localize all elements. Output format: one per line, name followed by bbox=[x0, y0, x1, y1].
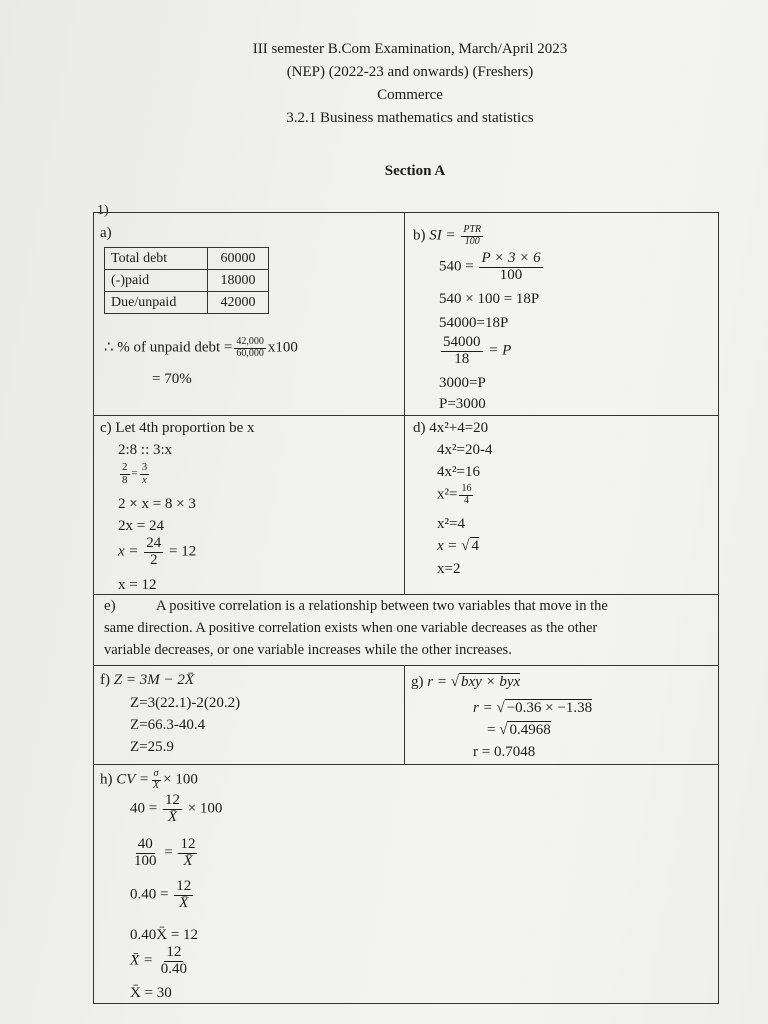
table-row: Total debt 60000 bbox=[105, 248, 269, 270]
answer-h-line-2: 40 = $\frac{12}{X̄}$ × 100 bbox=[130, 792, 223, 825]
header-line-1: III semester B.Com Examination, March/April 2023 bbox=[252, 41, 568, 57]
answer-a-result: = 70% bbox=[152, 371, 192, 387]
answer-b-line-7: P=3000 bbox=[439, 396, 486, 412]
answer-g-line-1: g) r = √ bxy × byx bbox=[411, 674, 521, 690]
answer-h-line-6: X̄ = $\frac{12}{0.40}$ bbox=[130, 944, 188, 977]
answer-b-line-3: 540 × 100 = 18P bbox=[439, 291, 540, 307]
answer-h-cell bbox=[93, 764, 719, 1004]
answer-h-line-3: $\frac{40}{100}$ = $\frac{12}{X̄}$ bbox=[134, 836, 196, 869]
answer-c-line-5: 2x = 24 bbox=[118, 518, 164, 534]
answer-c-line-1: c) Let 4th proportion be x bbox=[100, 420, 255, 436]
debt-table bbox=[104, 247, 269, 314]
answer-b-line-1: b) SI = $\frac{\text{PTR}}{100}$ bbox=[413, 224, 482, 247]
answer-e-line-2: same direction. A positive correlation exists when one variable decreases as the other bbox=[104, 620, 598, 636]
answer-c-line-6: x = $\frac{24}{2}$ = 12 bbox=[118, 535, 197, 568]
answer-d-line-5: x²=4 bbox=[437, 516, 465, 532]
answer-b-line-2: 540 = $\frac{P \times 3 \times 6}{100}$ bbox=[439, 250, 541, 283]
answer-d-cell bbox=[404, 415, 719, 595]
answer-b-line-6: 3000=P bbox=[439, 375, 486, 391]
answer-d-line-6: x = √ 4 bbox=[437, 538, 480, 554]
answer-c-line-4: 2 × x = 8 × 3 bbox=[118, 496, 196, 512]
answer-b-cell bbox=[404, 212, 719, 416]
answer-h-line-1: h) CV = $\frac{\sigma}{X̄}$ × 100 bbox=[100, 768, 198, 791]
table-row: (-)paid 18000 bbox=[105, 270, 269, 292]
header-line-2: (NEP) (2022-23 and onwards) (Freshers) bbox=[286, 64, 534, 80]
answer-a-label: a) bbox=[100, 225, 112, 241]
section-title: Section A bbox=[384, 163, 446, 179]
answer-h-line-7: X̄ = 30 bbox=[130, 985, 172, 1001]
question-number: 1) bbox=[97, 203, 109, 218]
answer-c-line-3: $\frac{2}{8}$ = $\frac{3}{x}$ bbox=[122, 461, 148, 486]
answer-f-line-3: Z=66.3-40.4 bbox=[130, 717, 206, 733]
answer-d-line-1: d) 4x²+4=20 bbox=[413, 420, 489, 436]
table-row: Due/unpaid 42000 bbox=[105, 292, 269, 314]
answer-g-line-2: r = √ −0.36 × −1.38 bbox=[473, 700, 593, 716]
answer-d-line-4: x²= $\frac{16}{4}$ bbox=[437, 483, 472, 506]
answer-f-line-1: f) Z = 3M − 2X̄ bbox=[100, 672, 194, 688]
answer-d-line-2: 4x²=20-4 bbox=[437, 442, 493, 458]
answer-d-line-3: 4x²=16 bbox=[437, 464, 480, 480]
answer-c-cell bbox=[93, 415, 405, 595]
answer-f-line-4: Z=25.9 bbox=[130, 739, 174, 755]
answer-c-line-2: 2:8 :: 3:x bbox=[118, 442, 173, 458]
answer-b-line-5: $\frac{54000}{18}$ = P bbox=[443, 334, 512, 367]
answer-grid bbox=[93, 212, 719, 1004]
answer-g-line-4: r = 0.7048 bbox=[473, 744, 536, 760]
exam-header bbox=[170, 38, 650, 130]
answer-a-percent-line: ∴ % of unpaid debt = $\frac{42,000}{60,000}$ x100 bbox=[104, 336, 298, 359]
answer-a-cell bbox=[93, 212, 405, 416]
answer-c-line-7: x = 12 bbox=[118, 577, 157, 593]
answer-f-line-2: Z=3(22.1)-2(20.2) bbox=[130, 695, 241, 711]
answer-f-cell bbox=[93, 665, 405, 765]
header-line-3: Commerce bbox=[377, 87, 443, 103]
answer-h-line-5: 0.40X̄ = 12 bbox=[130, 927, 199, 943]
answer-d-line-7: x=2 bbox=[437, 561, 461, 577]
answer-e-line-3: variable decreases, or one variable increases while the other increases. bbox=[104, 642, 512, 658]
answer-h-line-4: 0.40 = $\frac{12}{X̄}$ bbox=[130, 878, 192, 911]
answer-e-cell bbox=[93, 594, 719, 666]
answer-e-label: e) bbox=[104, 598, 116, 614]
answer-g-cell bbox=[404, 665, 719, 765]
header-line-4: 3.2.1 Business mathematics and statistics bbox=[286, 110, 534, 126]
answer-e-line-1: A positive correlation is a relationship between two variables that move in the bbox=[156, 598, 608, 614]
answer-b-line-4: 54000=18P bbox=[439, 315, 509, 331]
answer-g-line-3: = √ 0.4968 bbox=[487, 722, 551, 738]
